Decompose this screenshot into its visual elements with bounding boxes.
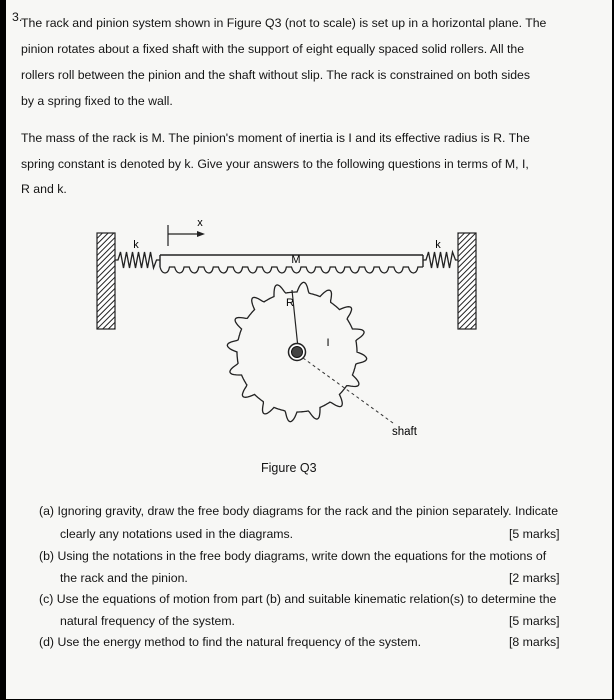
figure-caption: Figure Q3 [261, 461, 317, 475]
given-line: The mass of the rack is M. The pinion's moment of inertia is I and its effective radius is R. The [21, 131, 530, 145]
displacement-arrowhead [197, 231, 205, 237]
question-number: 3. [12, 10, 23, 24]
shaft-inner-circle [292, 347, 303, 358]
right-spring [423, 252, 458, 268]
intro-line: by a spring fixed to the wall. [21, 94, 173, 108]
part-a-line: clearly any notations used in the diagrams. [60, 527, 294, 541]
intro-line: The rack and pinion system shown in Figure Q3 (not to scale) is set up in a horizontal plane. The [21, 16, 547, 30]
part-c-line: (c) Use the equations of motion from part (b) and suitable kinematic relation(s) to determine the [39, 592, 557, 606]
left-wall [97, 233, 115, 329]
radius-label: R [286, 297, 294, 309]
rack-teeth [160, 267, 423, 273]
rack-pinion-figure [6, 210, 612, 450]
part-b-line: the rack and the pinion. [60, 571, 188, 585]
part-c-line: natural frequency of the system. [60, 614, 235, 628]
part-c-marks: [5 marks] [509, 614, 560, 628]
shaft-label: shaft [392, 426, 417, 438]
shaft-leader-line [303, 358, 393, 423]
part-d-marks: [8 marks] [509, 635, 560, 649]
left-spring-label: k [133, 239, 139, 251]
part-a-line: (a) Ignoring gravity, draw the free body diagrams for the rack and the pinion separately. Indicate [39, 504, 559, 518]
right-spring-label: k [435, 239, 441, 251]
part-b-line: (b) Using the notations in the free body diagrams, write down the equations for the motions of [39, 549, 547, 563]
left-spring [115, 252, 160, 268]
rack-mass-label: M [291, 254, 301, 266]
displacement-label: x [197, 217, 203, 229]
intro-line: rollers roll between the pinion and the shaft without slip. The rack is constrained on both sides [21, 68, 531, 82]
given-line: spring constant is denoted by k. Give your answers to the following questions in terms of M, I, [21, 157, 529, 171]
part-d-line: (d) Use the energy method to find the natural frequency of the system. [39, 635, 422, 649]
intro-line: pinion rotates about a fixed shaft with the support of eight equally spaced solid rollers. All the [21, 42, 525, 56]
question-sheet [6, 0, 612, 699]
right-wall [458, 233, 476, 329]
inertia-label: I [326, 337, 330, 349]
part-a-marks: [5 marks] [509, 527, 560, 541]
part-b-marks: [2 marks] [509, 571, 560, 585]
given-line: R and k. [21, 182, 67, 196]
